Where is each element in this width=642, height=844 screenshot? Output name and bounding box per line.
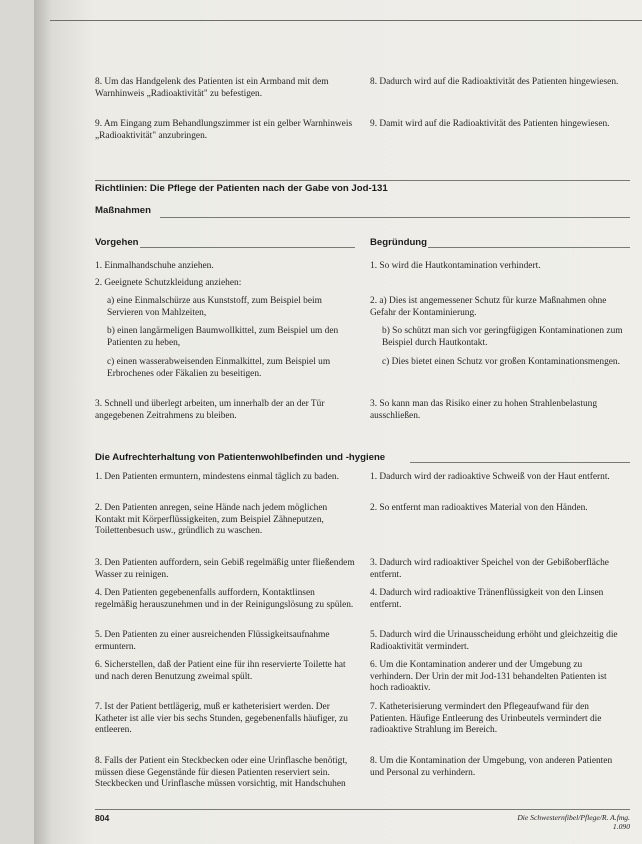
item-number: 7.: [370, 702, 378, 712]
item-number: 1.: [370, 261, 378, 271]
procedure-item-3: [95, 399, 355, 422]
item-text: Damit wird auf die Radioaktivität des Patienten hingewiesen.: [379, 119, 610, 129]
guideline-title: Richtlinien: Die Pflege der Patienten nach der Gabe von Jod-131: [95, 183, 388, 194]
hygiene-reason-1: [370, 472, 627, 484]
hygiene-section-title: Die Aufrechterhaltung von Patientenwohlbefinden und -hygiene: [95, 452, 386, 463]
hygiene-procedure-4: [95, 588, 355, 611]
item-number: b): [107, 326, 115, 336]
item-text: Um das Handgelenk des Patienten ist ein Armband mit dem Warnhinweis „Radioaktivität" zu befestigen.: [95, 77, 329, 99]
item-text: Dadurch wird radioaktiver Speichel von der Gebißoberfläche entfernt.: [370, 558, 609, 580]
item-text: Um die Kontamination der Umgebung, von anderen Patienten und Personal zu verhindern.: [370, 756, 613, 778]
item-number: 3.: [370, 558, 378, 568]
item-text: So kann man das Risiko einer zu hohen Strahlenbelastung ausschließen.: [370, 399, 598, 421]
item-number: 8.: [370, 77, 378, 87]
item-number: 8.: [370, 756, 378, 766]
top-left-item-9: [95, 119, 355, 142]
divider: [428, 247, 630, 248]
hygiene-reason-4: [370, 588, 627, 611]
hygiene-reason-6: [370, 660, 627, 695]
item-number: 7.: [95, 702, 103, 712]
column-heading-reason: Begründung: [370, 237, 428, 248]
top-left-item-8: [95, 77, 355, 100]
hygiene-procedure-8: [95, 756, 355, 791]
hygiene-reason-8: [370, 756, 627, 779]
procedure-item-1: [95, 261, 355, 273]
hygiene-procedure-2: [95, 503, 355, 538]
divider: [140, 247, 355, 248]
column-heading-procedure: Vorgehen: [95, 237, 139, 248]
item-text: Dadurch wird radioaktive Tränenflüssigkeit von den Linsen entfernt.: [370, 588, 604, 610]
measures-heading: Maßnahmen: [95, 205, 151, 216]
item-number: 2.: [370, 296, 378, 306]
item-text: Einmalhandschuhe anziehen.: [104, 261, 214, 271]
item-text: Dadurch wird die Urinausscheidung erhöht und gleichzeitig die Radioaktivität vermindert.: [370, 630, 618, 652]
procedure-item-2c: [107, 357, 355, 380]
item-number: 1.: [95, 472, 103, 482]
item-text: Den Patienten auffordern, sein Gebiß regelmäßig unter fließendem Wasser zu reinigen.: [95, 558, 355, 580]
item-text: einen langärmeligen Baumwollkittel, zum Beispiel um den Patienten zu heben,: [107, 326, 339, 348]
procedure-item-2b: [107, 326, 355, 349]
item-text: Um die Kontamination anderer und der Umgebung zu verhindern. Der Urin der mit Jod-131 behandelten Patienten ist hoch radioaktiv.: [370, 660, 607, 694]
item-text: Dadurch wird auf die Radioaktivität des Patienten hingewiesen.: [379, 77, 619, 87]
item-text: Sicherstellen, daß der Patient eine für ihn reservierte Toilette hat und nach deren Benutzung zweimal spült.: [95, 660, 346, 682]
item-text: c) Dies bietet einen Schutz vor großen Kontaminationsmengen.: [382, 357, 620, 367]
item-number: 8.: [95, 756, 103, 766]
hygiene-procedure-6: [95, 660, 355, 683]
procedure-item-2: [95, 278, 355, 290]
hygiene-reason-5: [370, 630, 627, 653]
divider: [95, 180, 630, 181]
reason-item-2b: [382, 326, 627, 349]
item-text: einen wasserabweisenden Einmalkittel, zum Beispiel um Erbrochenes oder Fäkalien zu beseitigen.: [107, 357, 331, 379]
item-number: 1.: [370, 472, 378, 482]
item-number: 2.: [95, 278, 103, 288]
divider: [160, 217, 630, 218]
item-text: Am Eingang zum Behandlungszimmer ist ein gelber Warnhinweis „Radioaktivität" anzubringen.: [95, 119, 353, 141]
item-text: b) So schützt man sich vor geringfügigen Kontaminationen zum Beispiel durch Hautkontakt.: [382, 326, 623, 348]
item-number: c): [107, 357, 115, 367]
item-text: Katheterisierung vermindert den Pflegeaufwand für den Patienten. Häufige Entleerung des Urinbeutels vermindert die radioaktive Strahlung im Bereich.: [370, 702, 602, 736]
item-number: 5.: [95, 630, 103, 640]
item-number: 2.: [95, 503, 103, 513]
hygiene-reason-2: [370, 503, 627, 515]
divider: [410, 462, 630, 463]
item-number: 4.: [95, 588, 103, 598]
footer-rule: [95, 809, 630, 810]
item-text: So entfernt man radioaktives Material von den Händen.: [379, 503, 588, 513]
procedure-item-2a: [107, 296, 355, 319]
item-number: 3.: [95, 558, 103, 568]
top-right-item-8: [370, 77, 627, 89]
item-text: Den Patienten anregen, seine Hände nach jedem möglichen Kontakt mit Körperflüssigkeiten, zum Beispiel Zähneputzen, Toilettenbesuch usw., gründlich zu waschen.: [95, 503, 328, 537]
item-text: So wird die Hautkontamination verhindert.: [379, 261, 541, 271]
item-text: Dadurch wird der radioaktive Schweiß von der Haut entfernt.: [379, 472, 610, 482]
reason-item-3: [370, 399, 627, 422]
item-number: 4.: [370, 588, 378, 598]
item-number: a): [107, 296, 115, 306]
item-number: 8.: [95, 77, 103, 87]
item-text: Schnell und überlegt arbeiten, um innerhalb der an der Tür angegebenen Zeitrahmens zu bleiben.: [95, 399, 325, 421]
item-text: Ist der Patient bettlägerig, muß er katheterisiert werden. Der Katheter ist alle vier bis sechs Stunden, gegebenenfalls häufiger, zu entleeren.: [95, 702, 348, 736]
item-text: Den Patienten zu einer ausreichenden Flüssigkeitsaufnahme ermuntern.: [95, 630, 330, 652]
page-number: 804: [95, 813, 110, 823]
reason-item-2a: [370, 296, 627, 319]
item-text: Geeignete Schutzkleidung anziehen:: [104, 278, 242, 288]
item-number: 3.: [370, 399, 378, 409]
hygiene-reason-3: [370, 558, 627, 581]
item-number: 2.: [370, 503, 378, 513]
item-number: 5.: [370, 630, 378, 640]
item-number: 9.: [95, 119, 103, 129]
hygiene-procedure-3: [95, 558, 355, 581]
top-rule: [50, 20, 642, 21]
source-line: Die Schwesternfibel/Pflege/R. A.fmg. 1.090: [517, 813, 630, 831]
hygiene-reason-7: [370, 702, 627, 737]
reason-item-1: [370, 261, 627, 273]
item-number: 1.: [95, 261, 103, 271]
reason-item-2c: [382, 357, 627, 369]
item-number: 6.: [95, 660, 103, 670]
top-right-item-9: [370, 119, 627, 131]
hygiene-procedure-1: [95, 472, 355, 484]
item-number: 6.: [370, 660, 378, 670]
hygiene-procedure-5: [95, 630, 355, 653]
item-number: 9.: [370, 119, 378, 129]
hygiene-procedure-7: [95, 702, 355, 737]
item-text: Falls der Patient ein Steckbecken oder eine Urinflasche benötigt, müssen diese Gegenstände für diesen Patienten reserviert sein. Steckbecken und Urinflasche müssen vorsichtig, mit Handschuhen: [95, 756, 348, 790]
item-text: Den Patienten ermuntern, mindestens einmal täglich zu baden.: [104, 472, 339, 482]
item-text: a) Dies ist angemessener Schutz für kurze Maßnahmen ohne Gefahr der Kontaminierung.: [370, 296, 607, 318]
item-number: 3.: [95, 399, 103, 409]
item-text: eine Einmalschürze aus Kunststoff, zum Beispiel beim Servieren von Mahlzeiten,: [107, 296, 322, 318]
item-text: Den Patienten gegebenenfalls auffordern, Kontaktlinsen regelmäßig herauszunehmen und in der Reinigungslösung zu spülen.: [95, 588, 354, 610]
